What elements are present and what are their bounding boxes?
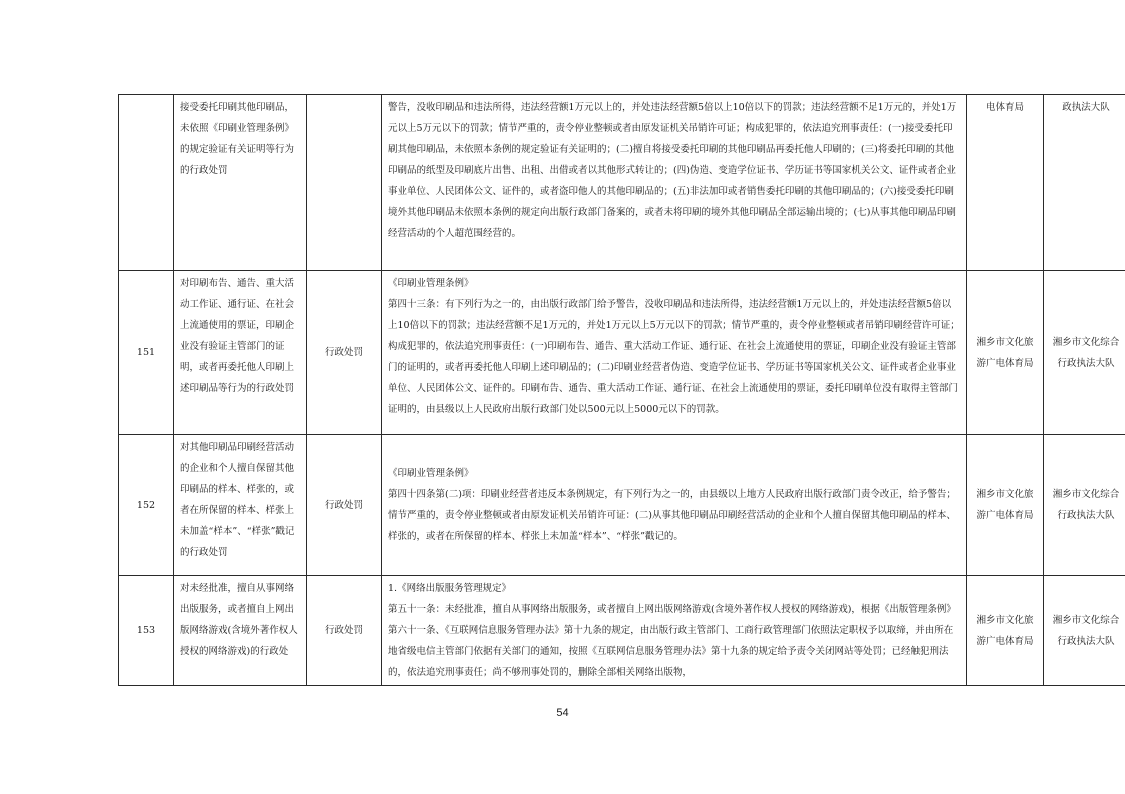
item-type: 行政处罚 xyxy=(307,271,382,435)
legal-basis-text: 第四十四条第(二)项：印刷业经营者违反本条例规定，有下列行为之一的，由县级以上地方人民政府出版行政部门责令改正，给予警告；情节严重的，责令停业整顿或者由原发证机关吊销许可证：(二)从事其他印刷品印刷经营活动的企业和个人擅自保留其他印刷品的样本、样张的，或者在所保留的样本、样张上未加盖“样本”、“样张”戳记的。 xyxy=(388,489,956,542)
department: 湘乡市文化旅游广电体育局 xyxy=(967,435,1044,576)
legal-basis xyxy=(382,95,967,271)
table-row xyxy=(119,95,1125,271)
legal-basis-title: 《印刷业管理条例》 xyxy=(388,278,474,289)
row-number: 153 xyxy=(119,576,174,686)
row-number: 152 xyxy=(119,435,174,576)
table-row xyxy=(119,271,1125,435)
legal-basis xyxy=(382,435,967,576)
enforcement-unit: 湘乡市文化综合行政执法大队 xyxy=(1044,435,1125,576)
legal-basis-text: 警告，没收印刷品和违法所得，违法经营额1万元以上的，并处违法经营额5倍以上10倍以下的罚款；违法经营额不足1万元的，并处1万元以上5万元以下的罚款；情节严重的，责令停业整顿或者由原发证机关吊销许可证；构成犯罪的，依法追究刑事责任：(一)接受委托印刷其他印刷品，未依照本条例的规定验证有关证明的；(二)擅自将接受委托印刷的其他印刷品再委托他人印刷的；(三)将委托印刷的其他印刷品的纸型及印刷底片出售、出租、出借或者以其他形式转让的；(四)伪造、变造学位证书、学历证书等国家机关公文、证件或者企业事业单位、人民团体公文、证件的，或者盗印他人的其他印刷品的；(五)非法加印或者销售委托印刷的其他印刷品的；(六)接受委托印刷境外其他印刷品未依照本条例的规定向出版行政部门备案的，或者未将印刷的境外其他印刷品全部运输出境的；(七)从事其他印刷品印刷经营活动的个人超范围经营的。 xyxy=(388,102,957,239)
row-number: 151 xyxy=(119,271,174,435)
legal-basis-text: 第五十一条：未经批准，擅自从事网络出版服务，或者擅自上网出版网络游戏(含境外著作权人授权的网络游戏)，根据《出版管理条例》第六十一条、《互联网信息服务管理办法》第十九条的规定，由出版行政主管部门、工商行政管理部门依照法定职权予以取缔，并由所在地省级电信主管部门依据有关部门的通知，按照《互联网信息服务管理办法》第十九条的规定给予责令关闭网站等处罚；已经触犯刑法的，依法追究刑事责任；尚不够刑事处罚的，删除全部相关网络出版物， xyxy=(388,604,956,678)
legal-basis xyxy=(382,271,967,435)
item-name: 接受委托印刷其他印刷品，未依照《印刷业管理条例》的规定验证有关证明等行为的行政处罚 xyxy=(174,95,307,271)
item-type xyxy=(307,95,382,271)
page-number: 54 xyxy=(556,707,569,719)
item-name: 对未经批准，擅自从事网络出版服务，或者擅自上网出版网络游戏(含境外著作权人授权的网络游戏)的行政处 xyxy=(174,576,307,686)
legal-basis-text: 第四十三条：有下列行为之一的，由出版行政部门给予警告，没收印刷品和违法所得，违法经营额1万元以上的，并处违法经营额5倍以上10倍以下的罚款；违法经营额不足1万元的，并处1万元以上5万元以下的罚款；情节严重的，责令停业整顿或者吊销印刷经营许可证；构成犯罪的，依法追究刑事责任：(一)印刷布告、通告、重大活动工作证、通行证、在社会上流通使用的票证，印刷企业没有验证主管部门的证明的，或者再委托他人印刷上述印刷品的；(二)印刷业经营者伪造、变造学位证书、学历证书等国家机关公文、证件或者企业事业单位、人民团体公文、证件的。印刷布告、通告、重大活动工作证、通行证、在社会上流通使用的票证，委托印刷单位没有取得主管部门证明的，由县级以上人民政府出版行政部门处以500元以上5000元以下的罚款。 xyxy=(388,299,960,415)
table-row xyxy=(119,576,1125,686)
enforcement-unit: 政执法大队 xyxy=(1044,95,1125,271)
item-type: 行政处罚 xyxy=(307,576,382,686)
table-row xyxy=(119,435,1125,576)
row-number xyxy=(119,95,174,271)
enforcement-table xyxy=(118,94,1125,686)
item-type: 行政处罚 xyxy=(307,435,382,576)
legal-basis-title: 1.《网络出版服务管理规定》 xyxy=(388,583,512,594)
enforcement-unit: 湘乡市文化综合行政执法大队 xyxy=(1044,271,1125,435)
department: 湘乡市文化旅游广电体育局 xyxy=(967,576,1044,686)
legal-basis xyxy=(382,576,967,686)
enforcement-unit: 湘乡市文化综合行政执法大队 xyxy=(1044,576,1125,686)
department: 湘乡市文化旅游广电体育局 xyxy=(967,271,1044,435)
legal-basis-title: 《印刷业管理条例》 xyxy=(388,468,474,479)
item-name: 对其他印刷品印刷经营活动的企业和个人擅自保留其他印刷品的样本、样张的，或者在所保留的样本、样张上未加盖“样本”、“样张”戳记的行政处罚 xyxy=(174,435,307,576)
department: 电体育局 xyxy=(967,95,1044,271)
item-name: 对印刷布告、通告、重大活动工作证、通行证、在社会上流通使用的票证，印刷企业没有验证主管部门的证明，或者再委托他人印刷上述印刷品等行为的行政处罚 xyxy=(174,271,307,435)
